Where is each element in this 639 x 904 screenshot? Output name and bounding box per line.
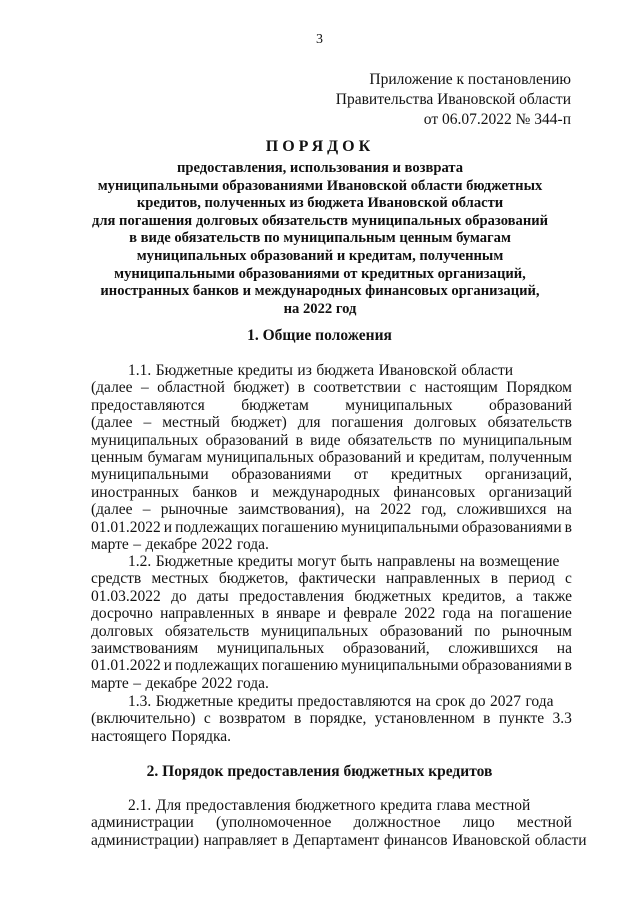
title-line: муниципальными образованиями Ивановской области бюджетных xyxy=(97,177,543,194)
document-title xyxy=(80,137,560,318)
annex-line: от 06.07.2022 № 344-п xyxy=(423,111,571,128)
text-line: 01.01.2022 и подлежащих погашению муниципальными образованиями в xyxy=(91,518,572,536)
text-line: ценным бумагам муниципальных образований и кредитам, полученным xyxy=(91,449,572,467)
title-line: на 2022 год xyxy=(283,300,357,317)
text-line: марте – декабре 2022 года. xyxy=(91,536,269,554)
text-line: администрации) направляет в Департамент финансов Ивановской области xyxy=(91,831,587,849)
text-line: муниципальных образований в виде обязательств по муниципальным xyxy=(91,431,572,449)
paragraph-2-1 xyxy=(91,797,587,849)
section-heading: 1. Общие положения xyxy=(247,327,392,344)
text-line: (далее – рыночные заимствования), на 2022 год, сложившихся на xyxy=(91,501,572,519)
text-line: 1.1. Бюджетные кредиты из бюджета Ивановской области xyxy=(128,362,514,379)
title-line: иностранных банков и международных финансовых организаций, xyxy=(100,283,540,300)
text-line: (включительно) с возвратом в порядке, установленном в пункте 3.3 xyxy=(91,710,572,728)
section-heading: 2. Порядок предоставления бюджетных кредитов xyxy=(146,763,493,780)
text-line: марте – декабре 2022 года. xyxy=(91,674,269,692)
title-main: ПОРЯДОК xyxy=(265,138,375,155)
annex-line: Приложение к постановлению xyxy=(369,71,571,88)
title-line: муниципальными образованиями от кредитных организаций, xyxy=(114,265,526,282)
text-line: 2.1. Для предоставления бюджетного кредита глава местной xyxy=(128,797,531,814)
text-line: (далее – областной бюджет) в соответствии с настоящим Порядком xyxy=(91,379,572,397)
text-line: 01.03.2022 до даты предоставления бюджетных кредитов, а также xyxy=(91,587,572,605)
text-line: 1.3. Бюджетные кредиты предоставляются на срок до 2027 года xyxy=(128,693,554,710)
text-line: досрочно направленных в январе и феврале 2022 года на погашение xyxy=(91,605,572,623)
title-line: предоставления, использования и возврата xyxy=(176,160,464,176)
text-line: предоставляются бюджетам муниципальных образований xyxy=(91,396,572,414)
text-line: 01.01.2022 и подлежащих погашению муниципальными образованиями в xyxy=(91,657,572,675)
paragraph-1-1 xyxy=(91,362,572,553)
text-line: средств местных бюджетов, фактически направленных в период с xyxy=(91,570,572,588)
text-line: (далее – местный бюджет) для погашения долговых обязательств xyxy=(91,414,572,432)
paragraph-1-3 xyxy=(91,693,572,745)
text-line: долговых обязательств муниципальных образований по рыночным xyxy=(91,622,572,640)
text-line: администрации (уполномоченное должностное лицо местной xyxy=(91,814,572,832)
text-line: муниципальными образованиями от кредитных организаций, xyxy=(91,466,572,484)
text-line: иностранных банков и международных финансовых организаций xyxy=(91,483,572,501)
text-line: настоящего Порядка. xyxy=(91,727,232,745)
page-number: 3 xyxy=(316,32,323,47)
title-line: кредитов, полученных из бюджета Ивановской области xyxy=(136,195,504,212)
annex-header xyxy=(336,70,571,130)
annex-line: Правительства Ивановской области xyxy=(335,91,571,108)
title-line: в виде обязательств по муниципальным ценным бумагам xyxy=(129,230,511,247)
title-line: для погашения долговых обязательств муниципальных образований xyxy=(91,212,549,229)
paragraph-1-2 xyxy=(91,553,572,692)
text-line: заимствованиям муниципальных образований, сложившихся на xyxy=(91,640,572,658)
title-line: муниципальных образований и кредитам, полученным xyxy=(136,247,504,264)
text-line: 1.2. Бюджетные кредиты могут быть направлены на возмещение xyxy=(128,553,560,570)
